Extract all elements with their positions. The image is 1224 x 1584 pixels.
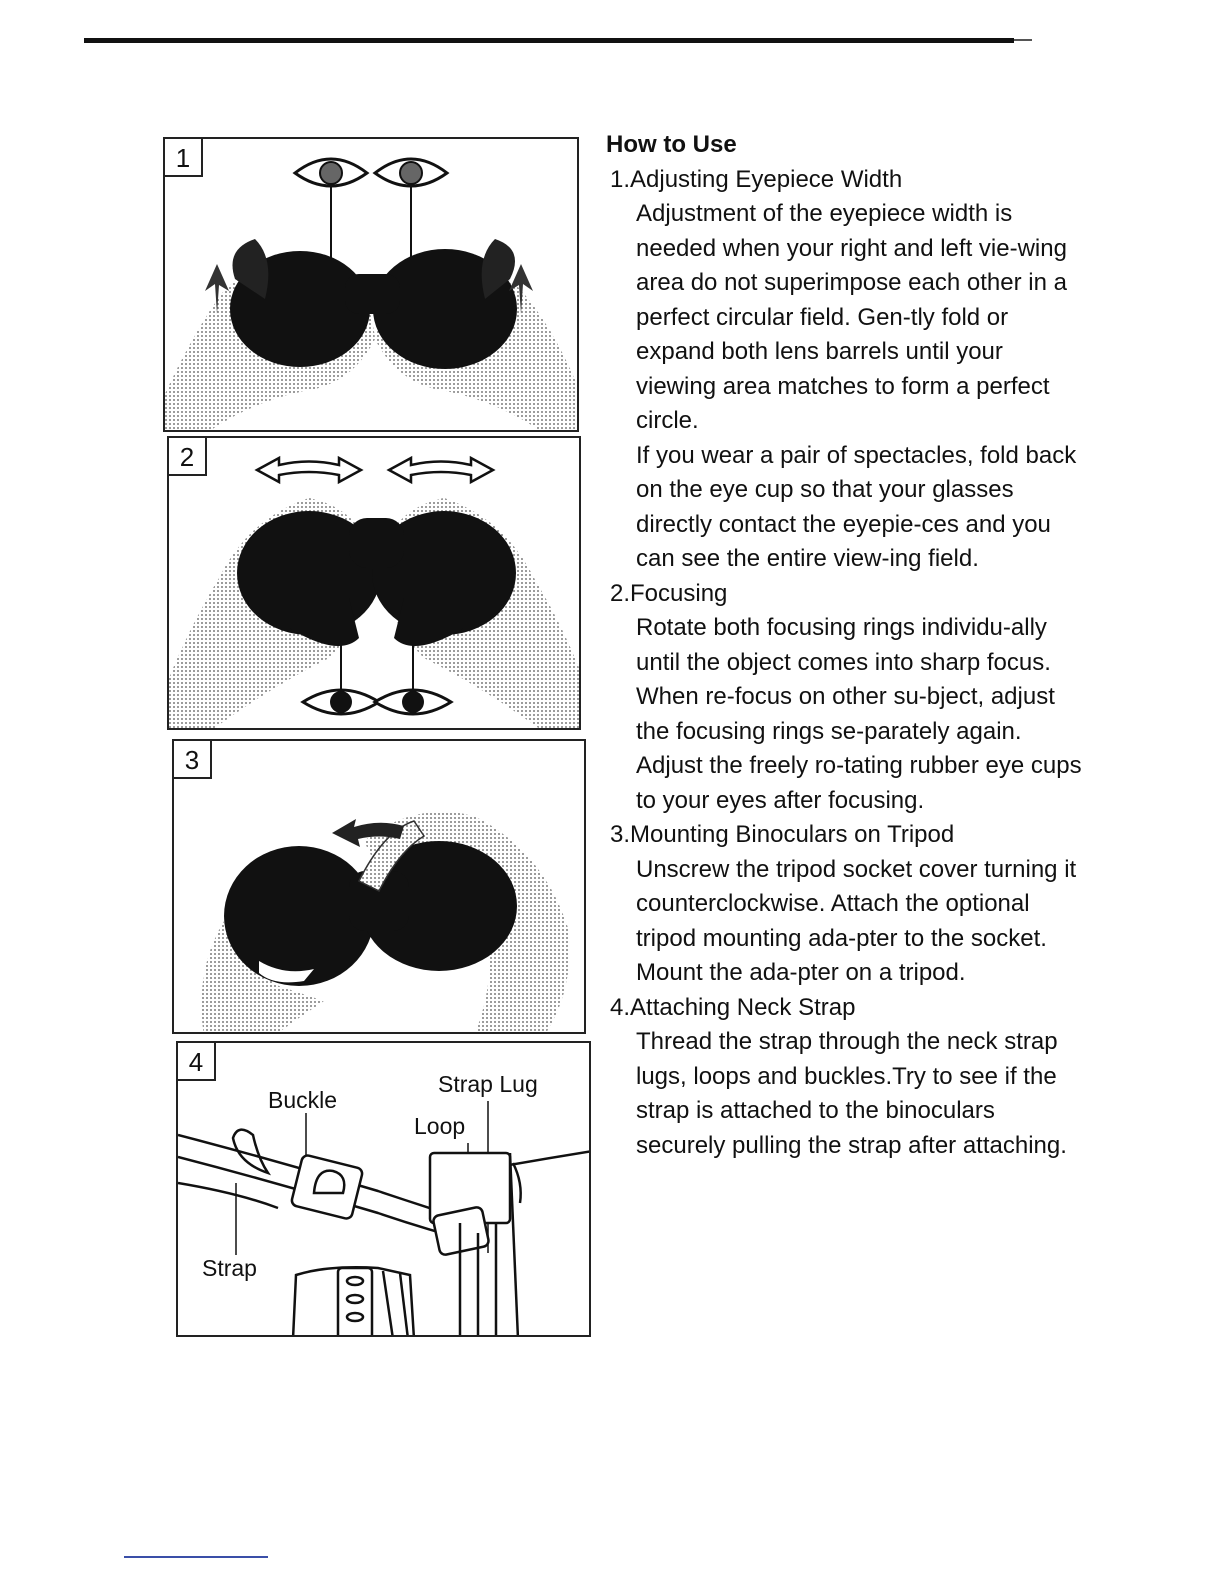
top-rule-tail <box>1014 39 1032 41</box>
section-1-title: 1.Adjusting Eyepiece Width <box>610 165 903 193</box>
figure-3-number: 3 <box>174 741 212 779</box>
eye-icon-right <box>375 690 451 714</box>
lug-drawing <box>430 1153 521 1337</box>
figure-1-illustration <box>165 139 579 432</box>
eyepiece-drawing <box>293 1267 414 1337</box>
figure-3 <box>172 739 586 1034</box>
bottom-rule <box>124 1556 268 1558</box>
section-1-body <box>636 197 1086 577</box>
section-4-body <box>636 1025 1086 1163</box>
section-1-paragraph-1: Adjustment of the eyepiece width is needed when your right and left vie-wing area do not superimpose each other in a perfect circular field. Gen-tly fold or expand both lens barrels until your viewing area matches to form a perfect circle. <box>636 200 1067 434</box>
double-arrow-icon-left <box>257 458 361 482</box>
section-4-title: 4.Attaching Neck Strap <box>610 993 856 1021</box>
section-2-paragraph-1: Rotate both focusing rings individu-ally until the object comes into sharp focus. When re-focus on other su-bject, adjust the focusing rings se-parately again. Adjust the freely ro-tating rubber eye cups to your eyes after focusing. <box>636 614 1082 814</box>
figure-1-number: 1 <box>165 139 203 177</box>
label-strap: Strap <box>202 1255 257 1281</box>
figure-3-illustration <box>174 741 586 1034</box>
section-4-paragraph-1: Thread the strap through the neck strap lugs, loops and buckles.Try to see if the strap is attached to the binoculars securely pulling the strap after attaching. <box>636 1028 1067 1159</box>
figure-4 <box>176 1041 591 1337</box>
eye-icon-left <box>303 690 379 714</box>
eye-icon-left <box>295 159 367 186</box>
section-3-title: 3.Mounting Binoculars on Tripod <box>610 821 955 848</box>
section-1-paragraph-2: If you wear a pair of spectacles, fold back on the eye cup so that your glasses directly contact the eyepie-ces and you can see the entire view-ing field. <box>636 441 1077 572</box>
instructions <box>606 128 1086 1163</box>
figure-1 <box>163 137 579 432</box>
page-title: How to Use <box>606 131 737 158</box>
label-loop: Loop <box>414 1113 466 1139</box>
figure-4-number: 4 <box>178 1043 216 1081</box>
section-2-body <box>636 611 1086 818</box>
figure-2-number: 2 <box>169 438 207 476</box>
section-3-paragraph-1: Unscrew the tripod socket cover turning it counterclockwise. Attach the optional tripod mounting ada-pter to the socket. Mount the ada-pter on a tripod. <box>636 855 1077 986</box>
top-rule <box>84 38 1014 43</box>
figure-2 <box>167 436 581 730</box>
double-arrow-icon-right <box>389 458 493 482</box>
section-2-title: 2.Focusing <box>610 579 728 607</box>
figure-2-illustration <box>169 438 581 730</box>
section-3-body <box>636 853 1086 991</box>
eye-icon-right <box>375 159 447 186</box>
strap-drawing <box>178 1130 591 1243</box>
label-buckle: Buckle <box>268 1087 338 1113</box>
buckle-drawing <box>291 1154 364 1219</box>
label-strap-lug: Strap Lug <box>438 1071 538 1097</box>
